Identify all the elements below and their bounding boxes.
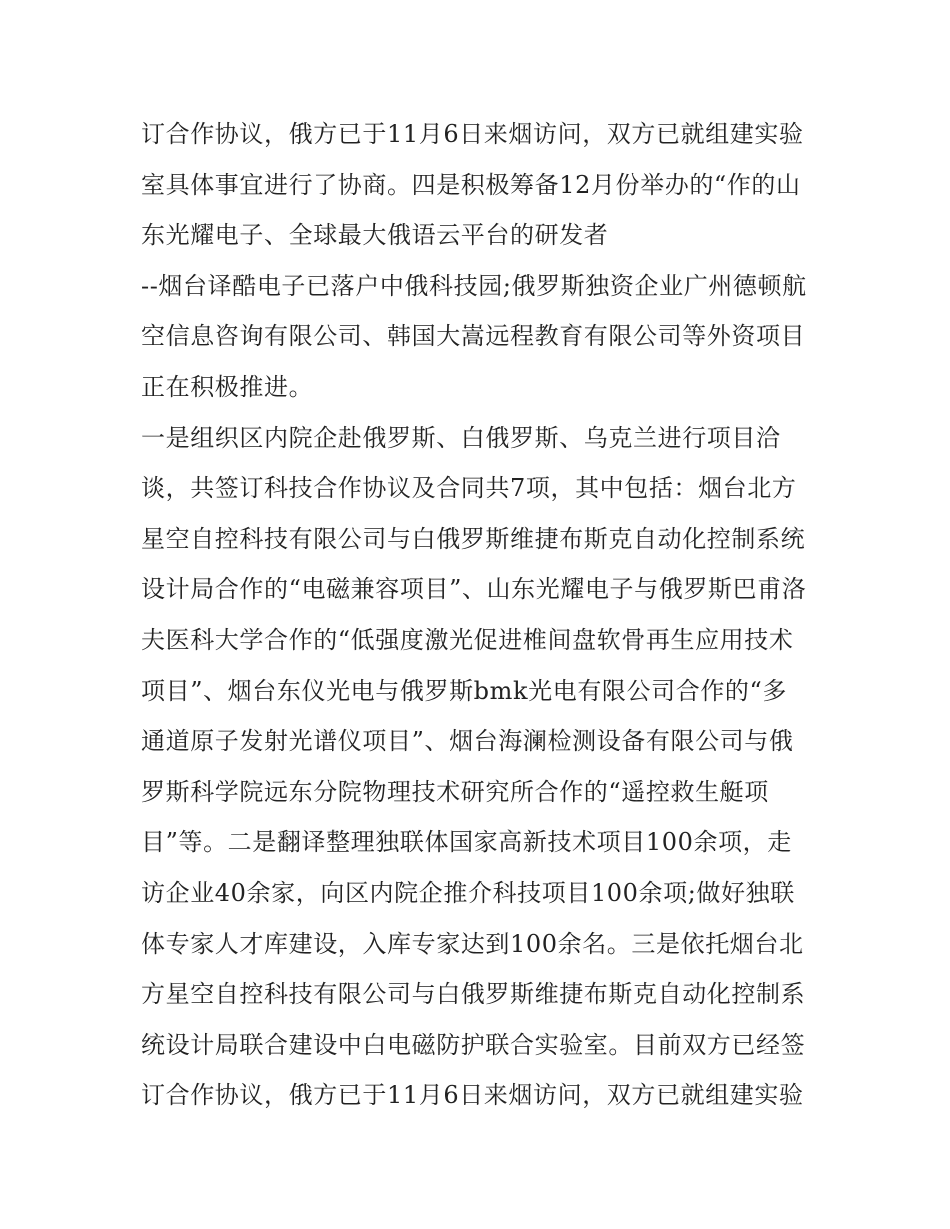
text-line: 空信息咨询有限公司、韩国大嵩远程教育有限公司等外资项目 [141, 322, 806, 351]
text-line: 星空自控科技有限公司与白俄罗斯维捷布斯克自动化控制系统 [141, 524, 806, 553]
text-line: 夫医科大学合作的“低强度激光促进椎间盘软骨再生应用技术 [141, 625, 794, 654]
text-line: 正在积极推进。 [141, 372, 314, 401]
body-text [141, 109, 821, 1121]
text-line: 统设计局联合建设中白电磁防护联合实验室。目前双方已经签 [141, 1030, 806, 1059]
text-line: 项目”、烟台东仪光电与俄罗斯bmk光电有限公司合作的“多 [141, 676, 788, 705]
text-line: 室具体事宜进行了协商。四是积极筹备12月份举办的“作的山 [141, 170, 801, 199]
text-line: 体专家人才库建设，入库专家达到100余名。三是依托烟台北 [141, 929, 804, 958]
text-line: 通道原子发射光谱仪项目”、烟台海澜检测设备有限公司与俄 [141, 727, 794, 756]
text-line: 订合作协议，俄方已于11月6日来烟访问，双方已就组建实验 [141, 1081, 804, 1110]
text-line: 一是组织区内院企赴俄罗斯、白俄罗斯、乌克兰进行项目洽 [141, 423, 781, 452]
text-line: --烟台译酷电子已落户中俄科技园;俄罗斯独资企业广州德顿航 [141, 271, 807, 300]
text-line: 访企业40余家，向区内院企推介科技项目100余项;做好独联 [141, 878, 795, 907]
text-line: 订合作协议，俄方已于11月6日来烟访问，双方已就组建实验 [141, 120, 804, 148]
text-line: 设计局合作的“电磁兼容项目”、山东光耀电子与俄罗斯巴甫洛 [141, 575, 807, 604]
text-line: 方星空自控科技有限公司与白俄罗斯维捷布斯克自动化控制系 [141, 980, 806, 1009]
text-line: 目”等。二是翻译整理独联体国家高新技术项目100余项，走 [141, 828, 792, 857]
text-line: 东光耀电子、全球最大俄语云平台的研发者 [141, 221, 609, 250]
text-line: 罗斯科学院远东分院物理技术研究所合作的“遥控救生艇项 [141, 777, 769, 806]
text-line: 谈，共签订科技合作协议及合同共7项，其中包括：烟台北方 [141, 474, 797, 503]
